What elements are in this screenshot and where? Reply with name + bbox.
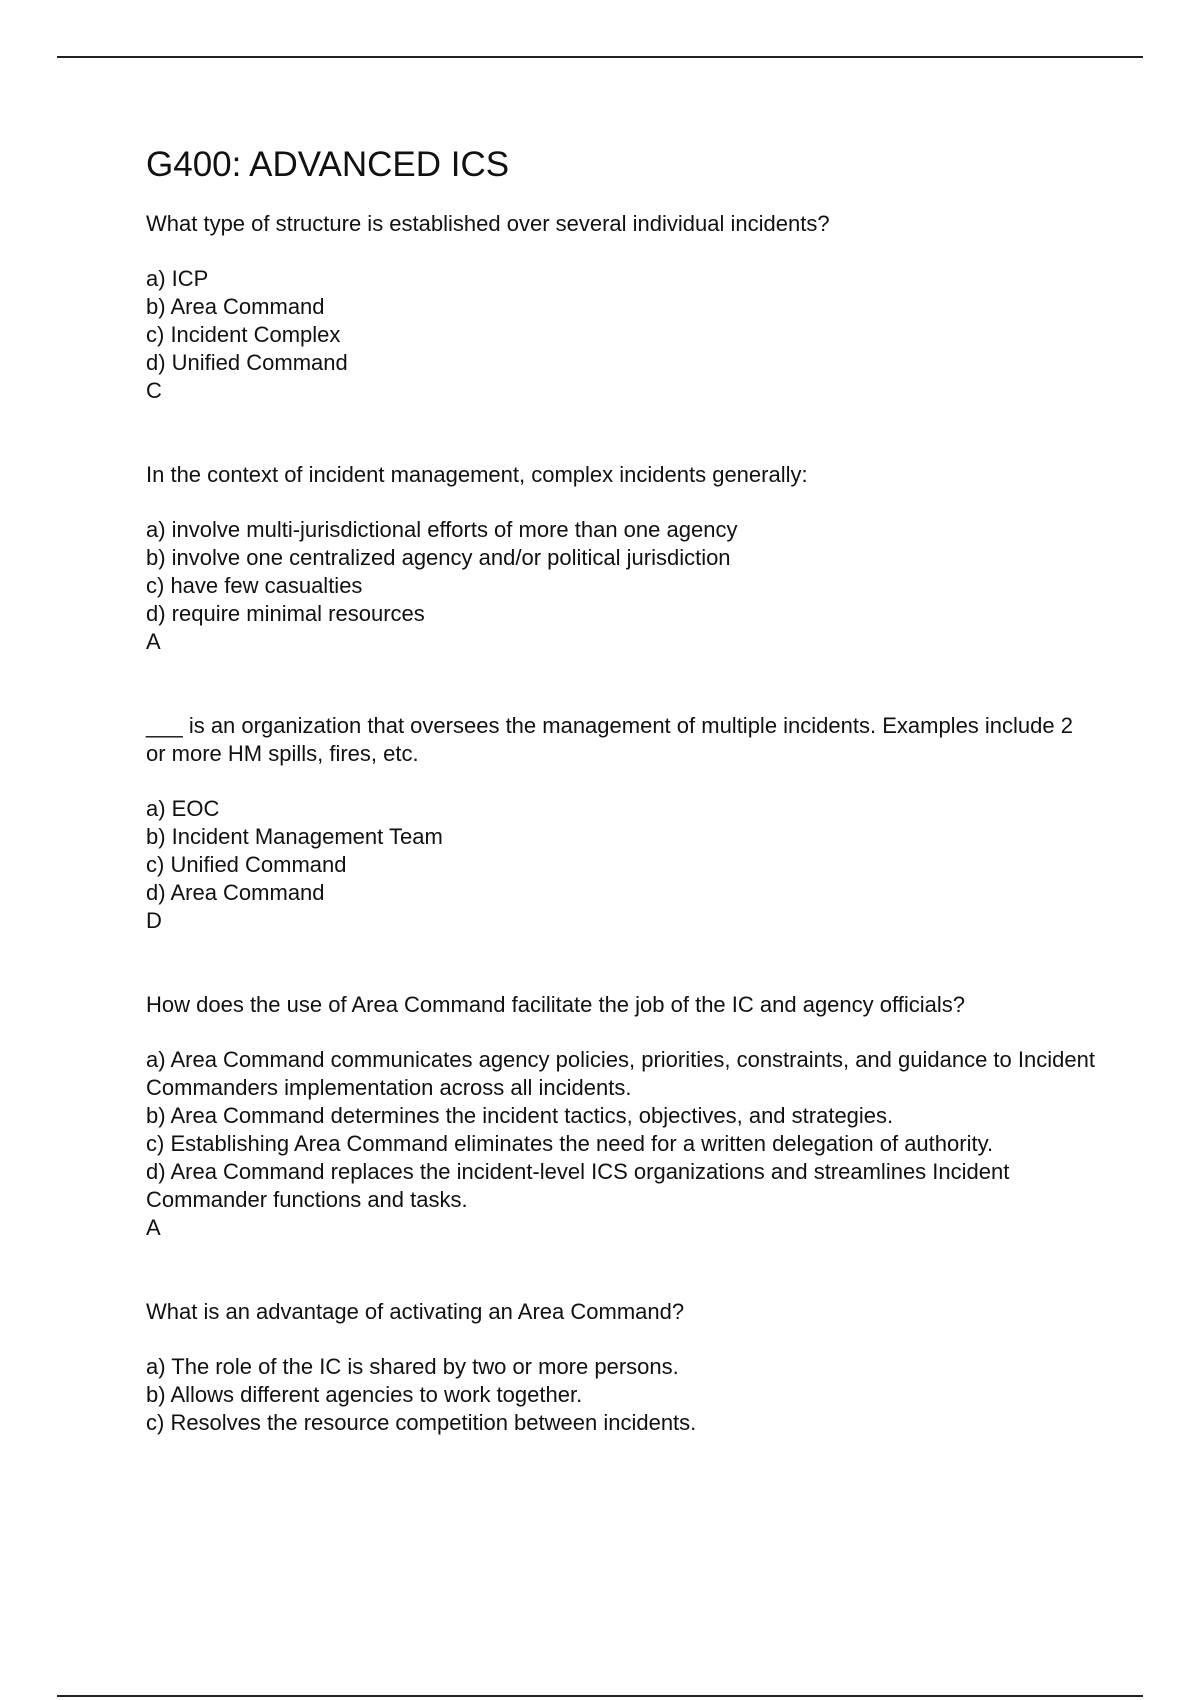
footer-rule: [57, 1695, 1143, 1697]
answer-options: [146, 1353, 1096, 1437]
question-text: What type of structure is established over several individual incidents?: [146, 211, 830, 236]
answer-option: b) Incident Management Team: [146, 824, 443, 849]
answer-option: b) Area Command determines the incident tactics, objectives, and strategies.: [146, 1103, 894, 1128]
answer-option: a) EOC: [146, 796, 220, 821]
answer-option: c) have few casualties: [146, 573, 363, 598]
answer-option: d) Unified Command: [146, 350, 348, 375]
answer-option: d) Area Command: [146, 880, 325, 905]
answer-option: d) require minimal resources: [146, 601, 425, 626]
answer-option: a) Area Command communicates agency policies, priorities, constraints, and guidance to Incident Commanders implementation across all incidents.: [146, 1047, 1095, 1100]
question-text: In the context of incident management, complex incidents generally:: [146, 462, 808, 487]
answer-options: [146, 1046, 1096, 1214]
answer-key: C: [146, 378, 162, 403]
answer-options: [146, 795, 1096, 907]
answer-option: a) ICP: [146, 266, 209, 291]
answer-option: c) Establishing Area Command eliminates the need for a written delegation of authority.: [146, 1131, 994, 1156]
question-block: [146, 991, 1096, 1242]
question-text: ___ is an organization that oversees the management of multiple incidents. Examples include 2 or more HM spills, fires, etc.: [146, 713, 1073, 766]
answer-option: b) Area Command: [146, 294, 325, 319]
document-title: G400: ADVANCED ICS: [146, 145, 510, 184]
question-block: [146, 461, 1096, 656]
question-block: [146, 210, 1096, 405]
answer-option: c) Incident Complex: [146, 322, 341, 347]
answer-option: a) The role of the IC is shared by two or more persons.: [146, 1354, 679, 1379]
answer-option: c) Resolves the resource competition between incidents.: [146, 1410, 697, 1435]
answer-key: D: [146, 908, 162, 933]
answer-options: [146, 265, 1096, 377]
answer-option: b) Allows different agencies to work together.: [146, 1382, 583, 1407]
answer-option: a) involve multi-jurisdictional efforts of more than one agency: [146, 517, 738, 542]
answer-option: b) involve one centralized agency and/or political jurisdiction: [146, 545, 731, 570]
document-body: [146, 140, 1096, 1437]
answer-options: [146, 516, 1096, 628]
answer-key: A: [146, 629, 161, 654]
question-text: What is an advantage of activating an Area Command?: [146, 1299, 685, 1324]
question-text: How does the use of Area Command facilitate the job of the IC and agency officials?: [146, 992, 965, 1017]
answer-option: c) Unified Command: [146, 852, 347, 877]
header-rule: [57, 56, 1143, 58]
answer-option: d) Area Command replaces the incident-level ICS organizations and streamlines Incident Commander functions and tasks.: [146, 1159, 1010, 1212]
question-block: [146, 712, 1096, 935]
question-block: [146, 1298, 1096, 1437]
answer-key: A: [146, 1215, 161, 1240]
